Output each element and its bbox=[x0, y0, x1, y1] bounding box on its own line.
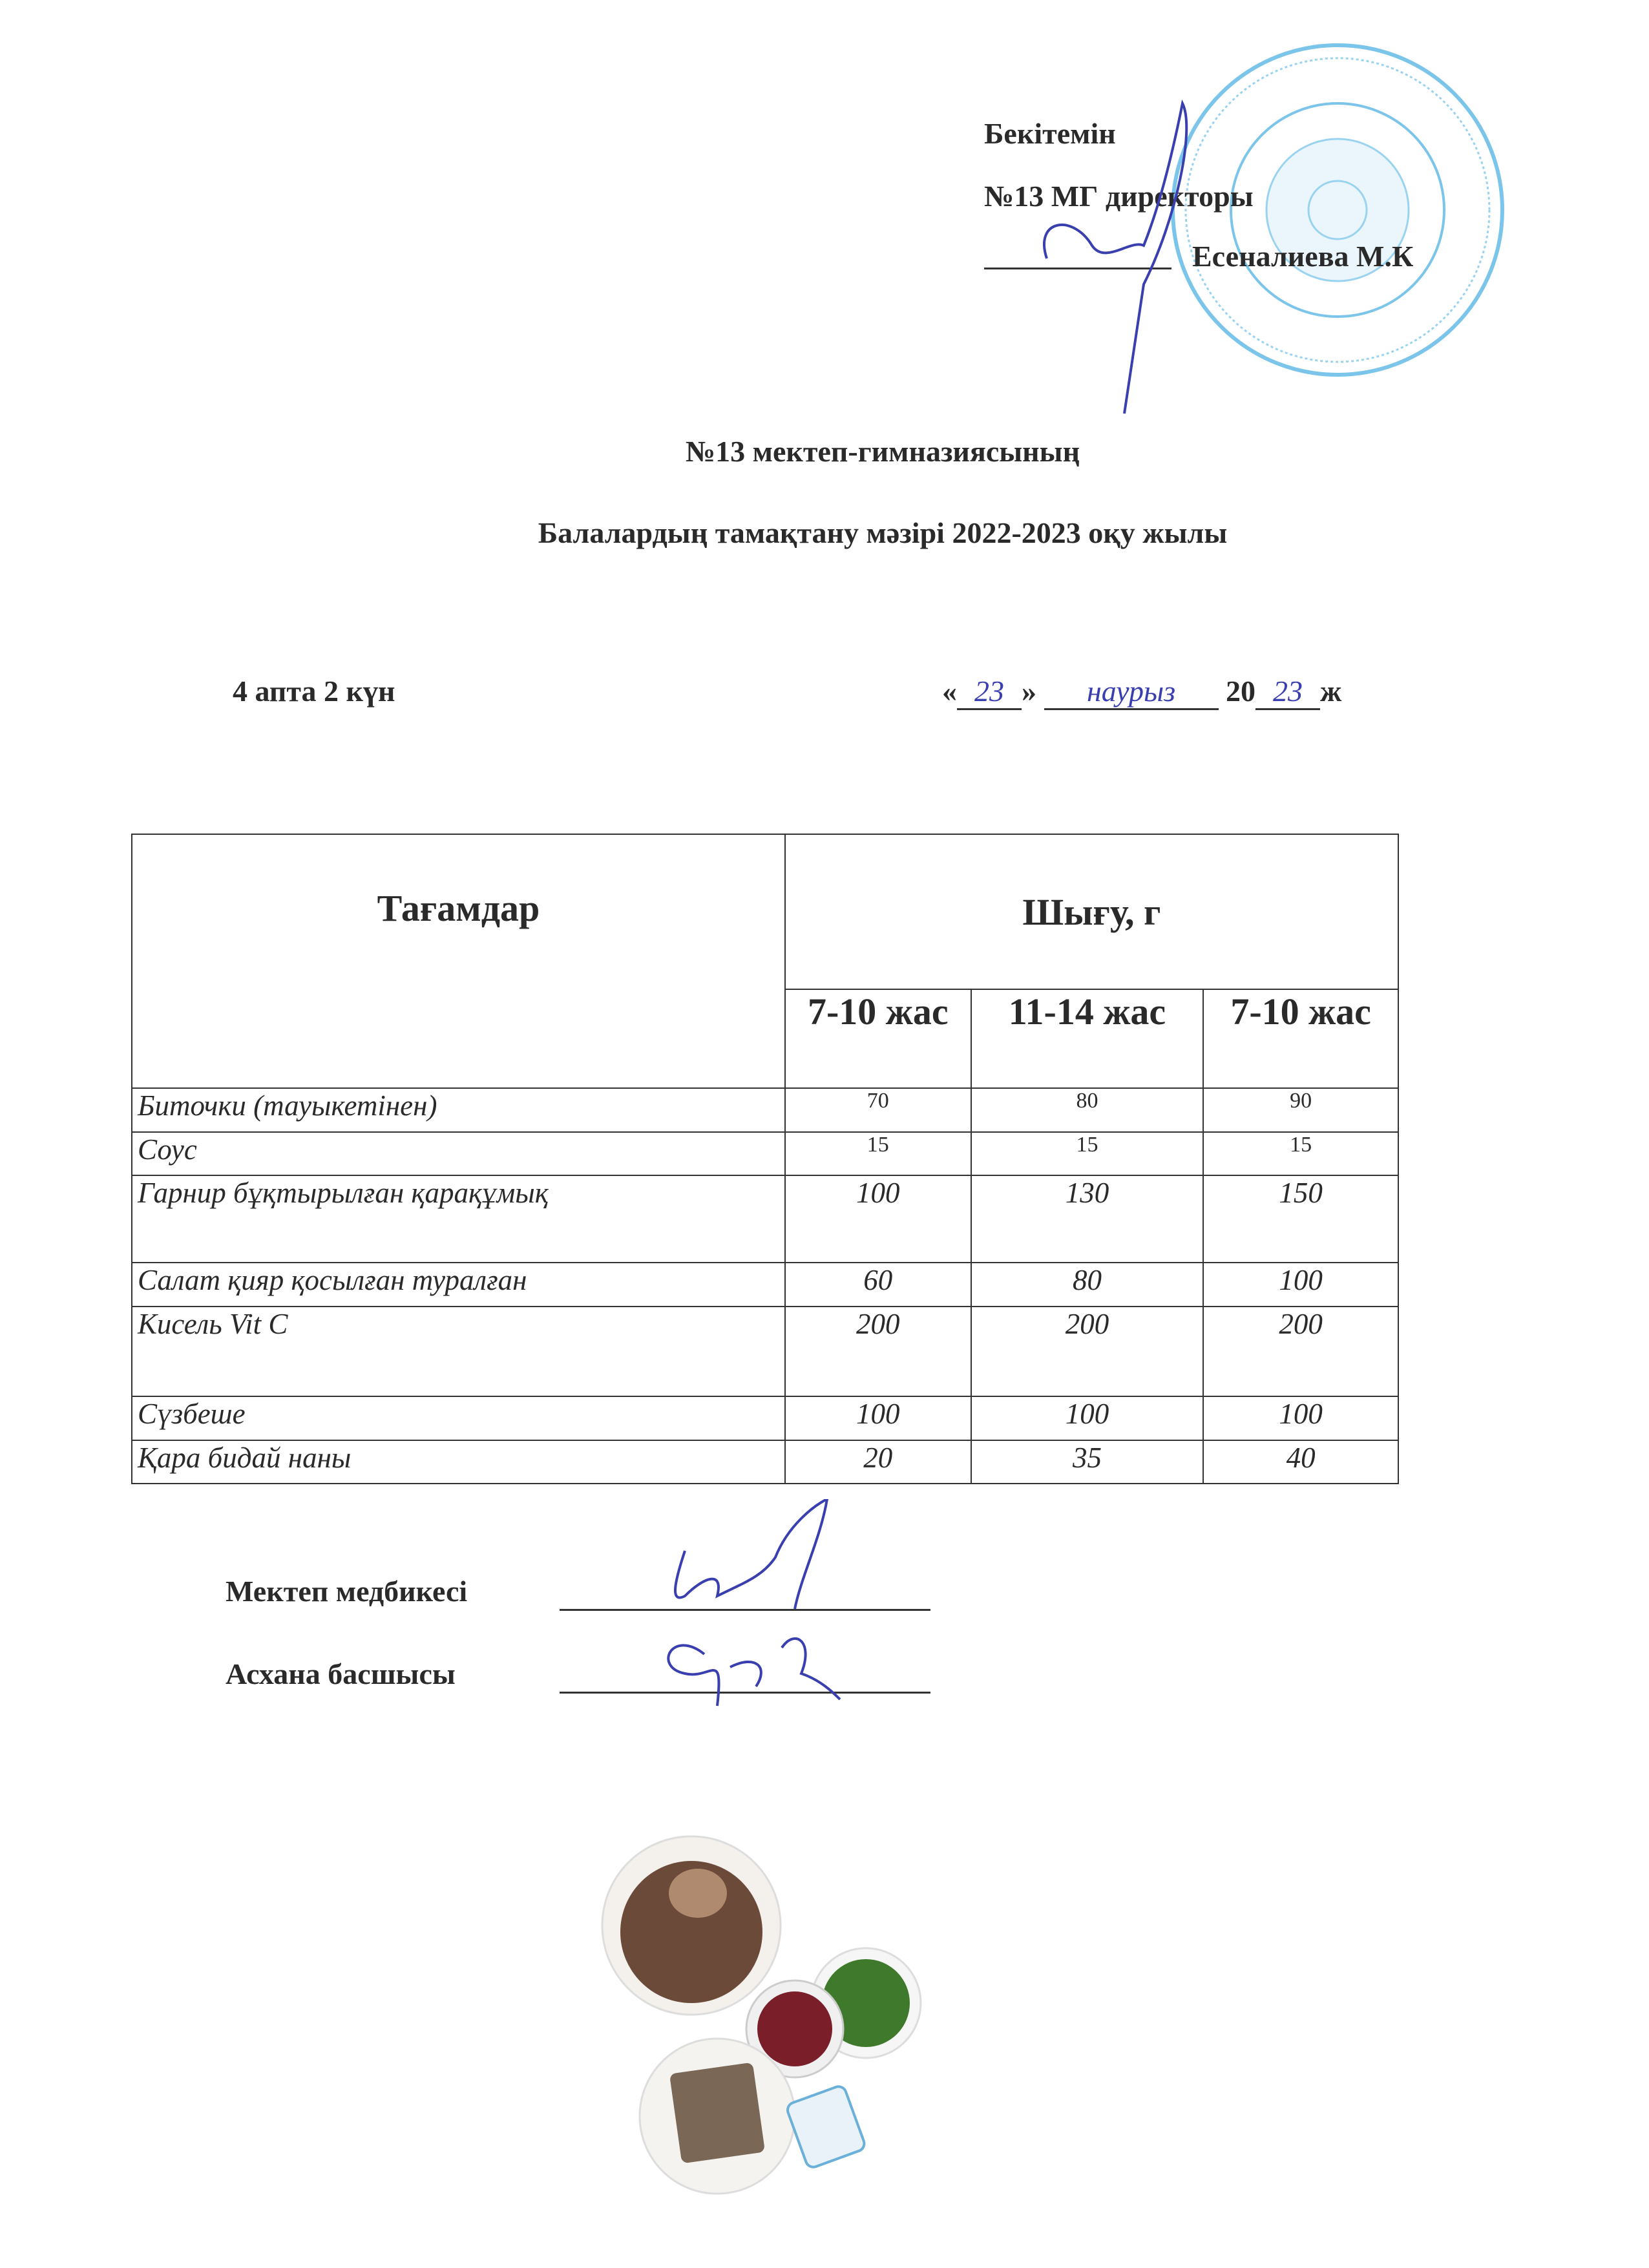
portion-value: 150 bbox=[1203, 1175, 1398, 1263]
dish-name: Кисель Vit C bbox=[132, 1307, 785, 1396]
date-day: 23 bbox=[957, 674, 1022, 710]
dish-name: Биточки (тауыкетінен) bbox=[132, 1088, 785, 1132]
portion-value: 35 bbox=[971, 1440, 1204, 1484]
director-position: №13 МГ директоры bbox=[984, 180, 1254, 213]
portion-value: 100 bbox=[785, 1396, 971, 1440]
portion-value: 15 bbox=[785, 1132, 971, 1175]
dish-name: Қара бидай наны bbox=[132, 1440, 785, 1484]
date bbox=[942, 674, 1341, 710]
portion-value: 200 bbox=[785, 1307, 971, 1396]
menu-table bbox=[131, 834, 1399, 1484]
year-unit: ж bbox=[1320, 675, 1342, 708]
close-quote: » bbox=[1022, 675, 1036, 708]
dish-name: Соус bbox=[132, 1132, 785, 1175]
table-row bbox=[132, 1132, 1398, 1175]
portion-value: 100 bbox=[785, 1175, 971, 1263]
dish-name: Сүзбеше bbox=[132, 1396, 785, 1440]
portion-value: 100 bbox=[1203, 1396, 1398, 1440]
portion-value: 40 bbox=[1203, 1440, 1398, 1484]
date-month: наурыз bbox=[1044, 674, 1219, 710]
table-row bbox=[132, 1175, 1398, 1263]
document-title-menu: Балалардың тамақтану мәзірі 2022-2023 оқу жылы bbox=[538, 516, 1228, 549]
portion-value: 200 bbox=[971, 1307, 1204, 1396]
nurse-signature bbox=[646, 1499, 853, 1738]
header-age-0: 7-10 жас bbox=[785, 989, 971, 1088]
open-quote: « bbox=[942, 675, 957, 708]
table-row bbox=[132, 1396, 1398, 1440]
header-dishes: Тағамдар bbox=[132, 834, 785, 1088]
portion-value: 15 bbox=[971, 1132, 1204, 1175]
document-title-school: №13 мектеп-гимназиясының bbox=[685, 435, 1080, 468]
table-row bbox=[132, 1440, 1398, 1484]
dish-name: Салат қияр қосылған туралған bbox=[132, 1263, 785, 1307]
week-day: 4 апта 2 күн bbox=[233, 675, 395, 708]
approve-label: Бекітемін bbox=[984, 117, 1116, 150]
food-photo bbox=[601, 1835, 943, 2197]
year-prefix: 20 bbox=[1226, 675, 1255, 708]
portion-value: 20 bbox=[785, 1440, 971, 1484]
portion-value: 90 bbox=[1203, 1088, 1398, 1132]
portion-value: 80 bbox=[971, 1263, 1204, 1307]
header-output: Шығу, г bbox=[785, 834, 1398, 989]
portion-value: 100 bbox=[971, 1396, 1204, 1440]
portion-value: 80 bbox=[971, 1088, 1204, 1132]
header-age-2: 7-10 жас bbox=[1203, 989, 1398, 1088]
portion-value: 200 bbox=[1203, 1307, 1398, 1396]
table-row bbox=[132, 1263, 1398, 1307]
canteen-label: Асхана басшысы bbox=[226, 1657, 456, 1690]
director-signature bbox=[1034, 90, 1228, 426]
portion-value: 130 bbox=[971, 1175, 1204, 1263]
table-row bbox=[132, 1307, 1398, 1396]
director-name: Есеналиева М.К bbox=[1192, 240, 1414, 273]
portion-value: 100 bbox=[1203, 1263, 1398, 1307]
portion-value: 15 bbox=[1203, 1132, 1398, 1175]
nurse-label: Мектеп медбикесі bbox=[226, 1575, 468, 1608]
dish-name: Гарнир бұқтырылған қарақұмық bbox=[132, 1175, 785, 1263]
portion-value: 60 bbox=[785, 1263, 971, 1307]
header-age-1: 11-14 жас bbox=[971, 989, 1204, 1088]
table-row bbox=[132, 1088, 1398, 1132]
portion-value: 70 bbox=[785, 1088, 971, 1132]
year-suffix: 23 bbox=[1255, 674, 1320, 710]
